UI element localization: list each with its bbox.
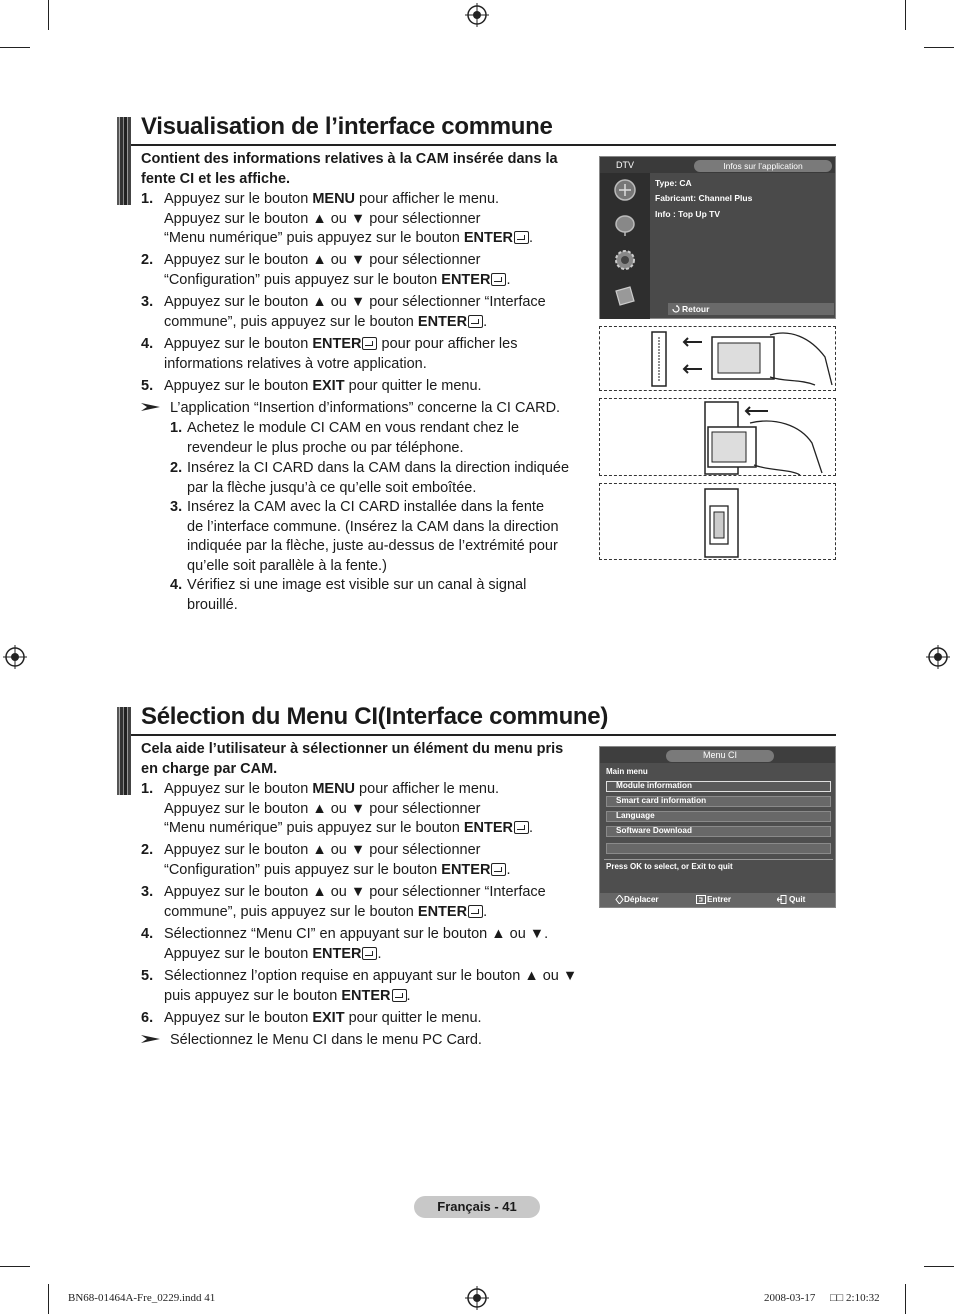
step-number: 3. <box>141 294 154 310</box>
cam-insertion-illustration <box>600 327 835 390</box>
step-line: Appuyez sur le bouton ▲ ou ▼ pour sélectionner <box>164 800 481 817</box>
step-line: “Configuration” puis appuyez sur le bouton ENTER . <box>164 271 511 288</box>
osd-info-line: Fabricant: Channel Plus <box>655 193 753 203</box>
step-line: informations relatives à votre application. <box>164 355 427 372</box>
osd-mode-label: DTV <box>616 160 634 170</box>
registration-mark-icon <box>926 645 950 669</box>
button-keyword: ENTER <box>312 336 362 352</box>
substep-text <box>187 576 526 615</box>
osd-footer-return: Retour <box>682 304 710 314</box>
registration-mark-icon <box>465 1286 489 1310</box>
return-icon <box>672 305 681 313</box>
step-text <box>164 925 548 964</box>
step-line: Appuyez sur le bouton ▲ ou ▼ pour sélectionner “Interface <box>164 884 546 900</box>
step-line: Sélectionnez l’option requise en appuyant sur le bouton ▲ ou ▼ <box>164 968 578 984</box>
step-line: Appuyez sur le bouton MENU pour afficher le menu. <box>164 781 500 797</box>
crop-mark <box>0 1266 30 1267</box>
substep-text <box>187 459 569 498</box>
step-text <box>164 883 546 922</box>
substep-number: 4. <box>170 577 183 593</box>
step-text <box>164 251 510 290</box>
substep-number: 2. <box>170 460 183 476</box>
crop-mark <box>924 47 954 48</box>
step-line: “Menu numérique” puis appuyez sur le bouton ENTER . <box>164 230 534 246</box>
move-arrows-icon <box>615 895 624 904</box>
section1-rule <box>131 144 836 146</box>
substep-number: 1. <box>170 420 183 436</box>
step-number: 1. <box>141 191 154 207</box>
substep-line: par la flèche jusqu’à ce qu’elle soit emboîtée. <box>187 479 477 496</box>
substep-number: 3. <box>170 499 183 515</box>
menu-item-label: Software Download <box>616 826 692 835</box>
card-insertion-illustration <box>600 399 835 475</box>
step-line: Appuyez sur le bouton ENTER . <box>164 945 382 962</box>
substep-line: de l’interface commune. (Insérez la CAM dans la direction <box>187 518 559 535</box>
menu-ci-item-module-information[interactable] <box>606 781 831 792</box>
step-text <box>164 377 482 397</box>
osd-footer-enter: Entrer <box>707 895 732 904</box>
osd-footer-quit: Quit <box>789 895 806 904</box>
enter-button-icon <box>491 863 506 876</box>
registration-mark-icon <box>3 645 27 669</box>
step-number: 3. <box>141 884 154 900</box>
osd-header-title: Infos sur l’application <box>723 161 803 171</box>
intro-line: fente CI et les affiche. <box>141 171 291 187</box>
section2-rule <box>131 734 836 736</box>
menu-ci-item-software-download[interactable] <box>606 826 831 837</box>
step-number: 4. <box>141 336 154 352</box>
substep-line: Vérifiez si une image est visible sur un canal à signal <box>187 577 527 593</box>
illustration-ci-slot <box>599 326 836 391</box>
button-keyword: MENU <box>312 781 356 797</box>
intro-line: Contient des informations relatives à la CAM insérée dans la <box>141 151 558 167</box>
illustration-card-into-cam <box>599 398 836 476</box>
section1-title: Visualisation de l’interface commune <box>141 113 553 140</box>
step-number: 5. <box>141 378 154 394</box>
enter-button-icon <box>514 821 529 834</box>
enter-button-icon <box>362 337 377 350</box>
osd-info-line: Type: CA <box>655 178 692 188</box>
button-keyword: ENTER <box>417 313 468 330</box>
setup-gear-icon <box>612 247 638 273</box>
step-line: “Menu numérique” puis appuyez sur le bouton ENTER . <box>164 820 534 836</box>
slug-date: 2008-03-17 <box>764 1292 816 1304</box>
step-line: Appuyez sur le bouton EXIT pour quitter le menu. <box>164 378 482 394</box>
substep-text <box>187 419 519 458</box>
substep-line: Insérez la CAM avec la CI CARD installée dans la fente <box>187 499 545 515</box>
button-keyword: ENTER <box>441 861 491 878</box>
sound-menu-icon <box>612 212 638 238</box>
osd-menu-ci-screen <box>599 746 836 908</box>
note-arrow-icon <box>141 1034 161 1044</box>
enter-button-icon <box>362 947 377 960</box>
step-line: Sélectionnez “Menu CI” en appuyant sur le bouton ▲ ou ▼. <box>164 926 549 942</box>
menu-ci-item-language[interactable] <box>606 811 831 822</box>
button-keyword: ENTER <box>341 987 391 1004</box>
exit-icon <box>777 895 787 904</box>
step-line: Appuyez sur le bouton ▲ ou ▼ pour sélectionner <box>164 842 481 858</box>
enter-button-icon <box>392 989 407 1002</box>
osd-prompt: Press OK to select, or Exit to quit <box>606 862 733 871</box>
step-line: Appuyez sur le bouton MENU pour afficher le menu. <box>164 191 500 207</box>
step-line: commune”, puis appuyez sur le bouton ENTER . <box>164 903 488 920</box>
osd-app-info-screen <box>599 156 836 319</box>
step-line: Appuyez sur le bouton ▲ ou ▼ pour sélectionner “Interface <box>164 294 546 310</box>
enter-button-icon <box>514 231 529 244</box>
osd-footer-move: Déplacer <box>624 895 659 904</box>
step-line: Appuyez sur le bouton ▲ ou ▼ pour sélectionner <box>164 252 481 268</box>
menu-ci-item-empty <box>606 843 831 854</box>
crop-mark <box>48 0 49 30</box>
step-line: “Configuration” puis appuyez sur le bouton ENTER . <box>164 861 511 878</box>
step-line: Appuyez sur le bouton ENTER pour pour afficher les <box>164 336 518 352</box>
enter-button-icon <box>468 905 483 918</box>
substep-line: revendeur le plus proche ou par téléphone. <box>187 439 464 456</box>
step-number: 4. <box>141 926 154 942</box>
menu-item-label: Language <box>616 811 655 820</box>
step-text <box>164 780 533 839</box>
enter-button-icon <box>468 315 483 328</box>
button-keyword: EXIT <box>312 1010 345 1026</box>
button-keyword: ENTER <box>463 820 513 836</box>
substep-text <box>187 498 559 576</box>
crop-mark <box>905 1284 906 1314</box>
osd-divider <box>604 859 833 860</box>
section2-title: Sélection du Menu CI(Interface commune) <box>141 703 609 730</box>
step-line: Appuyez sur le bouton ▲ ou ▼ pour sélectionner <box>164 210 481 227</box>
substep-line: qu’elle soit parallèle à la fente.) <box>187 557 387 574</box>
step-number: 2. <box>141 842 154 858</box>
step-text <box>164 841 510 880</box>
step-text <box>164 293 546 332</box>
step-text <box>164 190 533 249</box>
button-keyword: ENTER <box>312 945 362 962</box>
osd-main-menu-label: Main menu <box>606 767 648 776</box>
step-line: Appuyez sur le bouton EXIT pour quitter le menu. <box>164 1010 482 1026</box>
intro-line: Cela aide l’utilisateur à sélectionner un élément du menu pris <box>141 741 564 757</box>
menu-ci-item-smart-card[interactable] <box>606 796 831 807</box>
slug-time: □□ 2:10:32 <box>830 1292 880 1304</box>
section1-note: L’application “Insertion d’informations” concerne la CI CARD. <box>170 400 561 416</box>
button-keyword: ENTER <box>463 230 513 246</box>
file-slug: BN68-01464A-Fre_0229.indd 41 <box>68 1292 216 1304</box>
substep-line: indiquée par la flèche, juste au-dessus de l’extrémité pour <box>187 538 558 554</box>
step-number: 1. <box>141 781 154 797</box>
osd-info-line: Info : Top Up TV <box>655 209 720 219</box>
step-text <box>164 335 517 374</box>
section2-intro <box>141 739 563 779</box>
step-text <box>164 1009 482 1029</box>
section-marker-bar <box>117 707 131 795</box>
menu-item-label: Module information <box>616 781 692 790</box>
picture-menu-icon <box>612 177 638 203</box>
step-line: commune”, puis appuyez sur le bouton ENTER . <box>164 313 488 330</box>
section2-note: Sélectionnez le Menu CI dans le menu PC Card. <box>170 1032 482 1048</box>
step-number: 6. <box>141 1010 154 1026</box>
input-menu-icon <box>612 283 638 309</box>
button-keyword: EXIT <box>312 378 345 394</box>
enter-button-icon <box>491 273 506 286</box>
section-marker-bar <box>117 117 131 205</box>
crop-mark <box>905 0 906 30</box>
crop-mark <box>0 47 30 48</box>
substep-line: Achetez le module CI CAM en vous rendant chez le <box>187 420 520 436</box>
substep-line: Insérez la CI CARD dans la CAM dans la direction indiquée <box>187 460 570 476</box>
registration-mark-icon <box>465 3 489 27</box>
note-arrow-icon <box>141 402 161 412</box>
substep-line: brouillé. <box>187 596 238 613</box>
illustration-inserted-cam <box>599 483 836 560</box>
enter-icon <box>696 895 706 904</box>
page-number-label: Français - 41 <box>414 1196 540 1218</box>
menu-item-label: Smart card information <box>616 796 707 805</box>
button-keyword: ENTER <box>417 903 468 920</box>
crop-mark <box>924 1266 954 1267</box>
step-number: 5. <box>141 968 154 984</box>
step-number: 2. <box>141 252 154 268</box>
section1-intro <box>141 149 558 189</box>
crop-mark <box>48 1284 49 1314</box>
intro-line: en charge par CAM. <box>141 761 278 777</box>
inserted-cam-illustration <box>600 484 835 559</box>
button-keyword: MENU <box>312 191 356 207</box>
osd-menu-ci-title: Menu CI <box>702 750 737 760</box>
step-line: puis appuyez sur le bouton ENTER . <box>164 987 411 1004</box>
button-keyword: ENTER <box>441 271 491 288</box>
step-text <box>164 967 577 1006</box>
